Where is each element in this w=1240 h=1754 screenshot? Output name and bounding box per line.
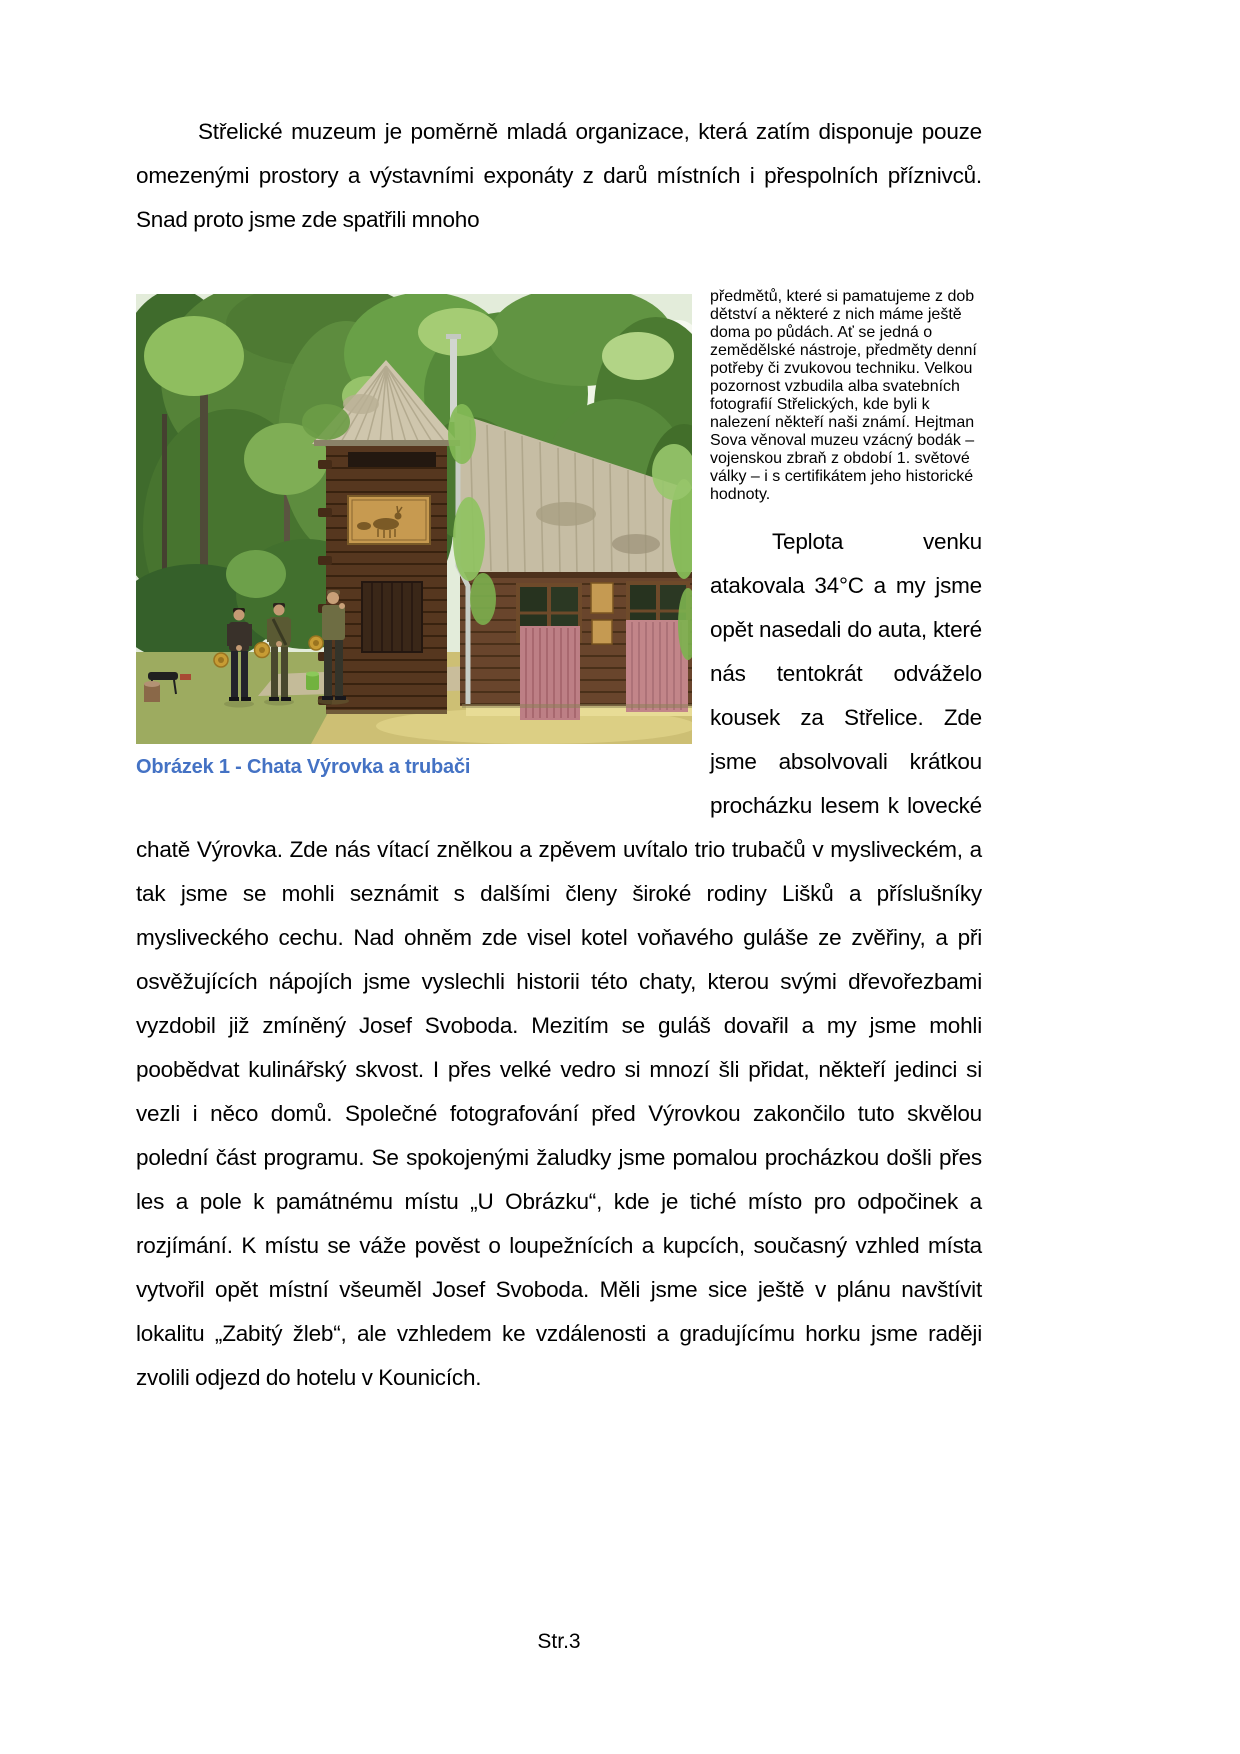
figure-caption: Obrázek 1 - Chata Výrovka a trubači bbox=[136, 756, 471, 778]
page-number: Str.3 bbox=[537, 1630, 581, 1653]
paragraph-1-intro: Střelické muzeum je poměrně mladá organizace, která zatím disponuje pouze omezenými prostory a výstavními exponáty z darů místních i přespolních příznivců. Snad proto jsme zde spatřili mnoho bbox=[136, 119, 982, 232]
paragraph-2: Teplota venku atakovala 34°C a my jsme opět nasedali do auta, které nás tentokrát odváželo kousek za Střelice. Zde jsme absolvovali krátkou procházku lesem k lovecké chatě Výrovka. Zde nás vítací znělkou a zpěvem uvítalo trio trubačů v mysliveckém, a tak jsme se mohli seznámit s dalšími členy široké rodiny Lišků a příslušníky mysliveckého cechu. Nad ohněm zde visel kotel voňavého guláše ze zvěřiny, a při osvěžujících nápojích jsme vyslechli historii této chaty, kterou svými dřevořezbami vyzdobil již zmíněný Josef Svoboda. Mezitím se guláš dovařil a my jsme mohli poobědvat kulinářský skvost. I přes velké vedro si mnozí šli přidat, někteří jedinci si vezli i něco domů. Společné fotografování před Výrovkou zakončilo tuto skvělou polední část programu. Se spokojenými žaludky jsme pomalou procházkou došli přes les a pole k památnému místu „U Obrázku“, kde je tiché místo pro odpočinek a rozjímání. K místu se váže pověst o loupežnících a kupcích, současný vzhled místa vytvořil opět místní všeuměl Josef Svoboda. Měli jsme sice ještě v plánu navštívit lokalitu „Zabitý žleb“, ale vzhledem ke vzdálenosti a gradujícímu horku jsme raději zvolili odjezd do hotelu v Kounicích. bbox=[136, 529, 982, 1390]
photo-chata-vyrovka-image bbox=[136, 294, 692, 744]
paragraph-1-continued: předmětů, které si pamatujeme z dob dětství a některé z nich máme ještě doma po půdách. Ať se jedná o zemědělské nástroje, předměty denní potřeby či zvukovou techniku. Velkou pozornost vzbudila alba svatebních fotografií Střelických, kde byli k nalezení někteří naši známí. Hejtman Sova věnoval muzeu vzácný bodák – vojenskou zbraň z období 1. světové války – i s certifikátem jeho historické hodnoty. bbox=[710, 288, 977, 503]
figure-chata-vyrovka bbox=[136, 294, 692, 780]
document-content bbox=[136, 110, 982, 1446]
page-footer bbox=[136, 1630, 982, 1654]
paragraph-1 bbox=[136, 110, 982, 242]
